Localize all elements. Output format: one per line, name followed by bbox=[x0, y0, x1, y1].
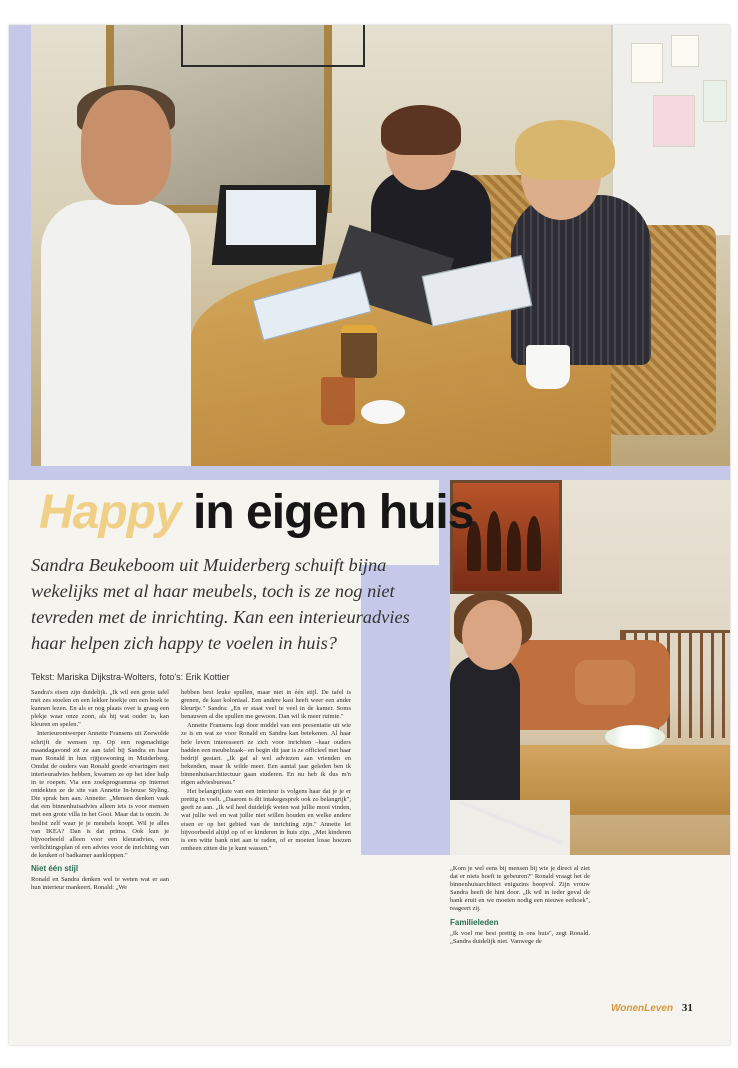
paragraph: hebben best leuke spullen, maar niet in één stijl. De tafel is grenen, de kast koloniaal. Een andere kast heeft weer een ander kleurtje." Sandra: „En er staat veel te veel in de kamer. Soms benauwen al die spullen me gewoon. Dan wil ik meer ruimte." bbox=[181, 689, 351, 721]
magazine-brand: WonenLeven bbox=[611, 1003, 674, 1014]
subheading: Familieleden bbox=[450, 917, 499, 927]
man-figure bbox=[41, 200, 191, 466]
body-column-2 bbox=[181, 689, 351, 989]
body-column-1 bbox=[31, 689, 169, 989]
lavender-horizontal-band bbox=[9, 466, 730, 480]
article-lead: Sandra Beukeboom uit Muiderberg schuift bijna wekelijks met al haar meubels, toch is ze nog niet tevreden met de inrichting. Kan een interieuradvies haar helpen zich happy te voelen in huis? bbox=[31, 555, 410, 653]
paragraph: Sandra's eisen zijn duidelijk. „Ik wil een grote tafel met zes stoelen en een lekker hoekje om een boek te kunnen lezen. En als er nog plaats over is graag een plekje waar onze zoon, als hij wat ouder is, kan kleuren en spelen." bbox=[31, 689, 169, 729]
designer-figure bbox=[450, 655, 520, 800]
mug bbox=[526, 345, 570, 389]
paragraph: „Ik voel me best prettig in ons huis", zegt Ronald. „Sandra duidelijk niet. Vanwege de bbox=[450, 929, 590, 945]
paragraph: Het belangrijkste van een interieur is volgens haar dat je je er prettig in voelt. „Daarom is dit intakegesprek ook zo belangrijk", geeft ze aan. „Ik wil heel duidelijk weten wat jullie mooi vinden, wat jullie wel en wat jullie niet willen houden en welke andere eisen er op het gebied van de inrichting zijn." Annette let bijvoorbeeld altijd op of er kinderen in huis zijn. „Met kinderen is een witte bank niet aan te raden, of er moeten losse hoezen omheen zitten die je kunt wassen." bbox=[181, 788, 351, 852]
jar bbox=[341, 325, 377, 378]
photo-meeting-at-table bbox=[31, 25, 730, 466]
headline-main-text: in eigen huis bbox=[193, 486, 474, 539]
paragraph: Ronald en Sandra denken wel te weten wat er aan hun interieur mankeert. Ronald: „We bbox=[31, 875, 169, 892]
designer-figure bbox=[511, 195, 651, 365]
page-number: 31 bbox=[681, 1002, 693, 1014]
body-column-3 bbox=[450, 865, 590, 1005]
tea-glass bbox=[321, 377, 355, 425]
article-credits: Tekst: Mariska Dijkstra-Wolters, foto's: Erik Kottier bbox=[31, 672, 230, 682]
paragraph: Interieurontwerper Annette Fransens uit Zeewolde schrijft de wensen op. Op een regenachtige maandagavond zit ze aan tafel bij Sandra en haar man Ronald in hun rijtjeswoning in Muiderberg. Omdat de ouders van Ronald goede ervaringen met interieuradvies hebben, kwamen ze op het idee hulp in te roepen. Via een zoekprogramma op internet ontdekten ze de site van Annette In-house Styling. Die sprak hen aan. Annette: „Mensen denken vaak dat een binnenhuisadvies alleen iets is voor mensen met een grote villa in het Gooi. Maar dat is onzin. Je beslist zelf waar je je meubels koopt. Wil je alles van IKEA? Dan is dat prima. Ook kun je bijvoorbeeld alleen voor een kleuradvies, een verlichtingsplan of een advies voor de inrichting van de keuken of badkamer aankloppen." bbox=[31, 730, 169, 859]
flowers bbox=[605, 725, 665, 749]
magazine-page bbox=[9, 25, 730, 1045]
saucer bbox=[361, 400, 405, 424]
subheading: Niet één stijl bbox=[31, 863, 79, 873]
headline-accent-word: Happy bbox=[39, 486, 181, 539]
paragraph: Annette Fransens legt door middel van een presentatie uit wie ze is en wat ze voor Ronald en Sandra kan betekenen. Al haar hele leven interesseert ze zich voor inrichten –haar ouders hadden een meubelzaak– en begin dit jaar is ze officieel met haar bedrijf gestart. „Ik gaf al wel adviezen aan vrienden en bekenden, maar ik wilde meer. Een aantal jaar geleden ben ik binnenhuisarchitectuur gaan studeren. En nu heb ik dus m'n eigen adviesbureau." bbox=[181, 722, 351, 787]
lavender-left-bar bbox=[9, 25, 31, 475]
page-footer bbox=[611, 1002, 693, 1014]
article-headline bbox=[39, 483, 473, 543]
photo-measuring-living-room bbox=[450, 480, 730, 855]
paragraph: „Kom je wel eens bij mensen bij wie je direct al ziet dat er niets hoeft te gebeuren?" Ronald vraagt het de binnenhuisarchitect enigszins hoopvol. Zijn vrouw Sandra heeft de hint door. „Ik wil in ieder geval de bank eruit en we moeten nodig een nieuwe eethoek", reageert zij. bbox=[450, 865, 590, 913]
pendant-lamp bbox=[181, 25, 365, 67]
